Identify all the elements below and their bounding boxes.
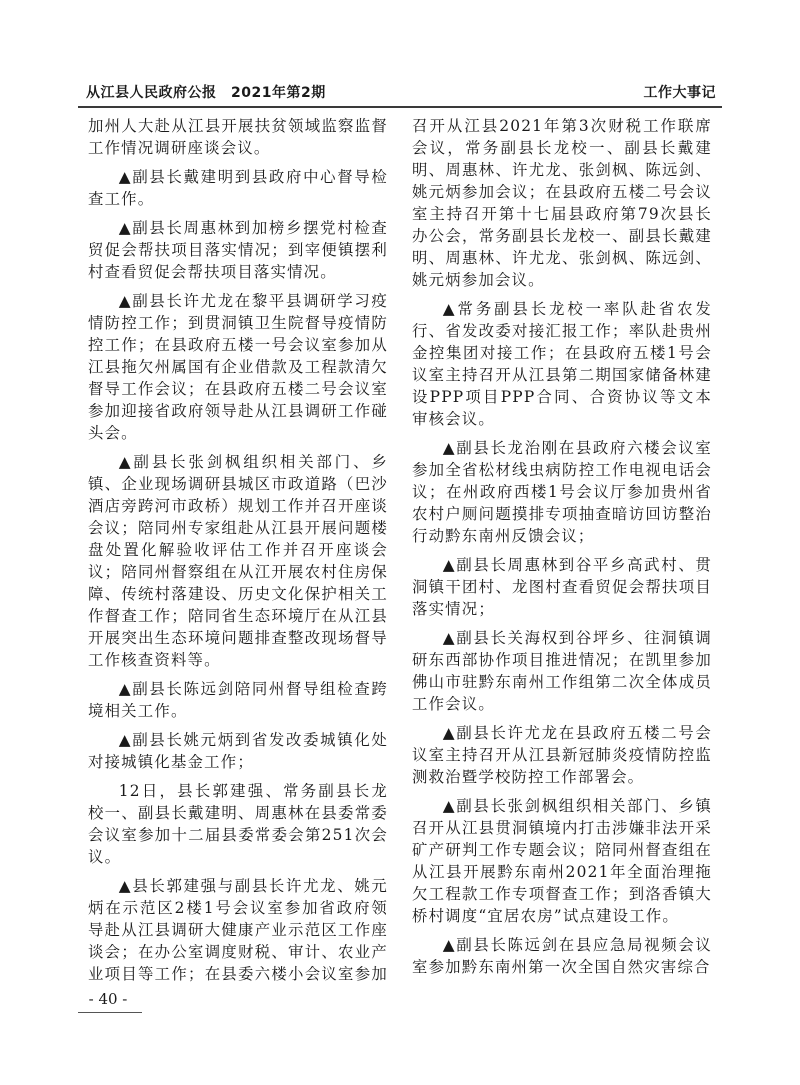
- paragraph: ▲县长郭建强与副县长许尤龙、姚元炳在示范区2楼1号会议室参加省政府领导赴从江县调研大健康产业示范区工作座谈会；在办公室调度财税、审计、农业产业项目等工作；在县委六楼小会议室参加: [88, 877, 388, 983]
- paragraph: ▲副县长周惠林到谷平乡高武村、贯洞镇干团村、龙图村查看贸促会帮扶项目落实情况；: [412, 556, 712, 618]
- paragraph: ▲副县长姚元炳到省发改委城镇化处对接城镇化基金工作；: [88, 731, 388, 771]
- paragraph: ▲副县长陈远剑在县应急局视频会议室参加黔东南州第一次全国自然灾害综合: [412, 936, 712, 976]
- paragraph: ▲副县长龙治刚在县政府六楼会议室参加全省松材线虫病防控工作电视电话会议；在州政府西楼1号会议厅参加贵州省农村户厕问题摸排专项抽查暗访回访整治行动黔东南州反馈会议；: [412, 439, 712, 545]
- paragraph: ▲副县长戴建明到县政府中心督导检查工作。: [88, 168, 388, 208]
- paragraph: 12日，县长郭建强、常务副县长龙校一、副县长戴建明、周惠林在县委常委会议室参加十二届县委常委会第251次会议。: [88, 782, 388, 866]
- paragraph: ▲副县长张剑枫组织相关部门、乡镇召开从江县贯洞镇境内打击涉嫌非法开采矿产研判工作专题会议；陪同州督查组在从江县开展黔东南州2021年全面治理拖欠工程款工作专项督查工作；到洛香镇大桥村调度“宜居农房”试点建设工作。: [412, 797, 712, 925]
- paragraph: ▲常务副县长龙校一率队赴省农发行、省发改委对接汇报工作；率队赴贵州金控集团对接工作；在县政府五楼1号会议室主持召开从江县第二期国家储备林建设PPP项目PPP合同、合资协议等文本审核会议。: [412, 300, 712, 428]
- paragraph: ▲副县长许尤龙在县政府五楼二号会议室主持召开从江县新冠肺炎疫情防控监测救治暨学校防控工作部署会。: [412, 724, 712, 786]
- footer-rule: [78, 1012, 142, 1013]
- publication-title: 从江县人民政府公报 2021年第2期: [86, 85, 326, 101]
- paragraph: ▲副县长陈远剑陪同州督导组检查跨境相关工作。: [88, 680, 388, 720]
- paragraph: ▲副县长许尤龙在黎平县调研学习疫情防控工作；到贯洞镇卫生院督导疫情防控工作；在县政府五楼一号会议室参加从江县拖欠州属国有企业借款及工程款清欠督导工作会议；在县政府五楼二号会议室参加迎接省政府领导赴从江县调研工作碰头会。: [88, 292, 388, 442]
- page-number: - 40 -: [88, 990, 128, 1008]
- paragraph: ▲副县长关海权到谷坪乡、往洞镇调研东西部协作项目推进情况；在凯里参加佛山市驻黔东南州工作组第二次全体成员工作会议。: [412, 629, 712, 713]
- section-title: 工作大事记: [643, 85, 716, 101]
- left-column: [88, 115, 388, 985]
- header-rule: [78, 106, 722, 108]
- paragraph: ▲副县长周惠林到加榜乡摆党村检查贸促会帮扶项目落实情况；到宰便镇摆利村查看贸促会帮扶项目落实情况。: [88, 219, 388, 281]
- page-header: [78, 80, 722, 104]
- paragraph: 召开从江县2021年第3次财税工作联席会议，常务副县长龙校一、副县长戴建明、周惠林、许尤龙、张剑枫、陈远剑、姚元炳参加会议；在县政府五楼二号会议室主持召开第十七届县政府第79次县长办公会，常务副县长龙校一、副县长戴建明、周惠林、许尤龙、张剑枫、陈远剑、姚元炳参加会议。: [412, 117, 712, 289]
- paragraph: ▲副县长张剑枫组织相关部门、乡镇、企业现场调研县城区市政道路（巴沙酒店旁跨河市政桥）规划工作并召开座谈会议；陪同州专家组赴从江县开展问题楼盘处置化解验收评估工作并召开座谈会议；陪同州督察组在从江开展农村住房保障、传统村落建设、历史文化保护相关工作督查工作；陪同省生态环境厅在从江县开展突出生态环境问题排查整改现场督导工作核查资料等。: [88, 453, 388, 669]
- right-column: [412, 115, 712, 985]
- paragraph: 加州人大赴从江县开展扶贫领域监察监督工作情况调研座谈会议。: [88, 117, 388, 157]
